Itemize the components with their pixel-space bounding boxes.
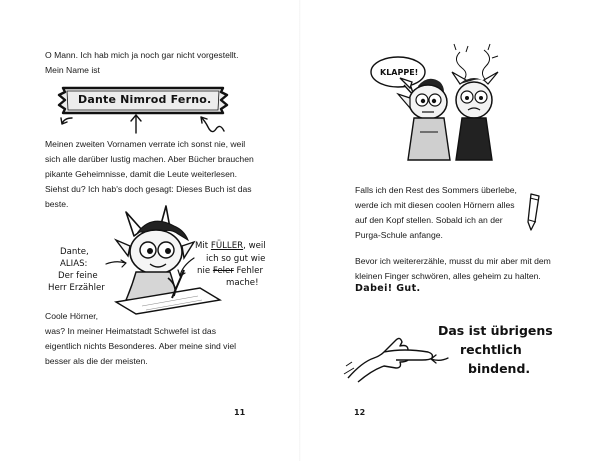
pencil-icon xyxy=(525,192,545,234)
bottom-line: Coole Hörner, xyxy=(45,311,99,321)
bottom-line: besser als die der meisten. xyxy=(45,356,148,366)
paragraph-line: Siehst du? Ich hab's doch gesagt: Dieses Buch ist das xyxy=(45,184,252,194)
speech-bubble-text: KLAPPE! xyxy=(380,68,419,77)
paragraph-line: pikante Geheimnisse, damit die Leute weiterlesen. xyxy=(45,169,238,179)
paragraph-line: Falls ich den Rest des Sommers überlebe, xyxy=(355,185,517,195)
paragraph-line: Meinen zweiten Vornamen verrate ich sonst nie, weil xyxy=(45,139,246,149)
caption-left-line: Dante, xyxy=(60,247,89,257)
note-arrow-icon xyxy=(428,352,450,366)
paragraph-line: beste. xyxy=(45,199,69,209)
page-number-left: 11 xyxy=(234,408,246,417)
note-line: rechtlich xyxy=(460,342,522,357)
intro-line: Mein Name ist xyxy=(45,65,100,75)
caption-left-line: Herr Erzähler xyxy=(48,283,105,293)
arrow-up-icon xyxy=(129,113,143,135)
signature: Dabei! Gut. xyxy=(355,283,421,294)
arrow-left-icon xyxy=(60,114,82,134)
paragraph-line: Purga-Schule anfange. xyxy=(355,230,443,240)
paragraph-line: Bevor ich weitererzähle, musst du mir aber mit dem xyxy=(355,256,551,266)
arrow-squiggle-icon xyxy=(198,113,228,135)
caption-right-line-2: ich so gut wie xyxy=(206,254,266,264)
note-line: bindend. xyxy=(468,361,531,376)
paragraph-line: sich alle darüber lustig machen. Aber Bücher brauchen xyxy=(45,154,254,164)
caption-right-line-3: nie Feler Fehler xyxy=(197,266,263,276)
caption-right-arrow-icon xyxy=(176,256,196,280)
paragraph-line: werde ich mit diesen coolen Hörnern alles xyxy=(355,200,515,210)
right-page xyxy=(300,0,600,461)
caption-right-line-1: Mit FÜLLER, weil xyxy=(195,241,266,251)
name-banner: Dante Nimrod Ferno. xyxy=(78,93,212,106)
page-number-right: 12 xyxy=(354,408,366,417)
caption-left-line: ALIAS: xyxy=(60,259,88,269)
note-line: Das ist übrigens xyxy=(438,323,553,338)
bottom-line: eigentlich nichts Besonderes. Aber meine sind viel xyxy=(45,341,237,351)
bottom-line: was? In meiner Heimatstadt Schwefel ist das xyxy=(45,326,216,336)
caption-left-line: Der feine xyxy=(58,271,98,281)
paragraph-line: auf den Kopf stellen. Sobald ich an der xyxy=(355,215,503,225)
intro-line: O Mann. Ich hab mich ja noch gar nicht vorgestellt. xyxy=(45,50,239,60)
caption-right-line-4: mache! xyxy=(226,278,259,288)
two-characters-illustration xyxy=(390,42,500,172)
pinky-swear-hand-illustration xyxy=(344,318,434,382)
paragraph-line: kleinen Finger schwören, alles geheim zu halten. xyxy=(355,271,541,281)
